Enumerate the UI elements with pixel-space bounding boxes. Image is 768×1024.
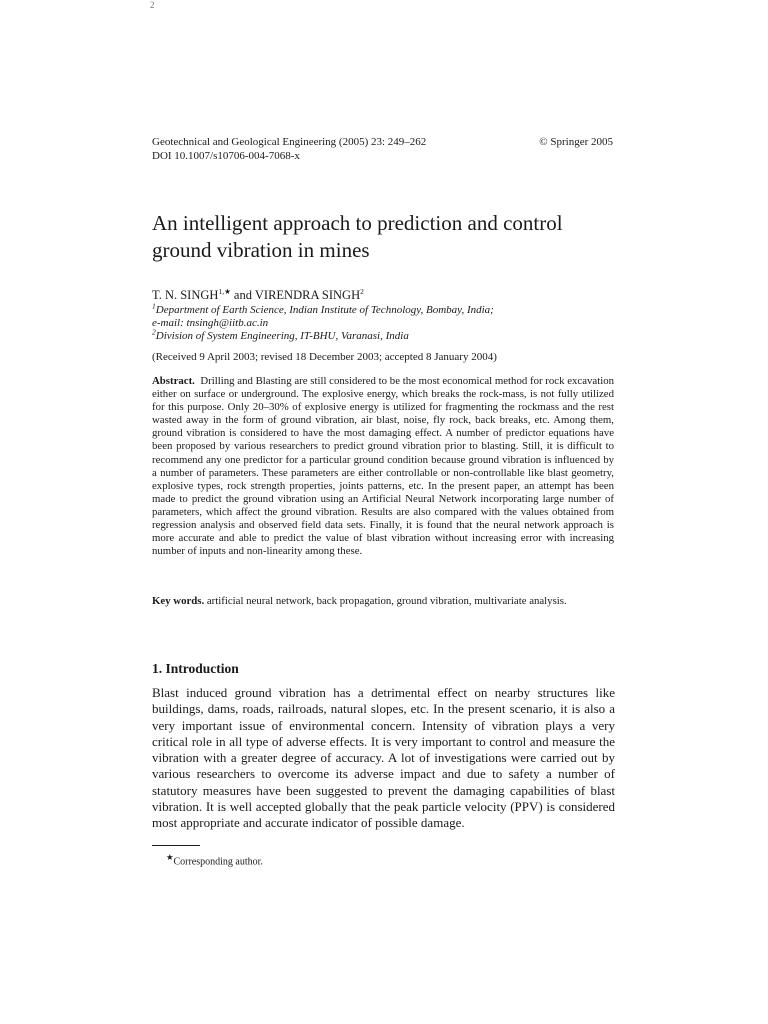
keywords <box>152 595 614 608</box>
page-number: 2 <box>150 0 155 10</box>
keywords-label: Key words. <box>152 595 205 607</box>
affiliation-2-text: Division of System Engineering, IT-BHU, Varanasi, India <box>155 330 409 342</box>
affiliation-1 <box>152 301 494 317</box>
author-1-superscript: 1,★ <box>218 286 231 296</box>
paper-title: An intelligent approach to prediction and control ground vibration in mines <box>152 211 563 262</box>
affiliation-2-superscript: 2 <box>152 327 156 337</box>
abstract-label: Abstract. <box>152 375 195 387</box>
section-heading-introduction: 1. Introduction <box>152 661 239 676</box>
affiliation-1-email: e-mail: tnsingh@iitb.ac.in <box>152 317 269 329</box>
journal-citation: Geotechnical and Geological Engineering (2005) 23: 249–262 <box>152 136 427 148</box>
author-1: T. N. SINGH <box>152 288 219 302</box>
journal-header <box>152 135 613 163</box>
author-line <box>152 288 364 303</box>
footnote-mark: ★ <box>166 853 174 862</box>
abstract-text: Drilling and Blasting are still considered to be the most economical method for rock excavation either on surface or underground. The explosive energy, which breaks the rock-mass, is not fully utilized for this purpose. Only 20–30% of explosive energy is utilized for fragmenting the rockmass and the rest wasted away in the form of ground vibration, air blast, noise, fly rock, back breaks, etc. Among them, ground vibration is considered to have the most damaging effect. A number of predictor equations have been proposed by various researchers to predict ground vibration prior to blasting. Still, it is difficult to recommend any one predictor for a particular ground condition because ground vibration is influenced by a number of parameters. These parameters are either controllable or non-controllable like blast geometry, explosive types, rock strength properties, joints patterns, etc. In the present paper, an attempt has been made to predict the ground vibration using an Artificial Neural Network incorporating large number of parameters, which affect the ground vibration. Results are also compared with the values obtained from regression analysis and observed field data sets. Finally, it is found that the neural network approach is more accurate and able to predict the value of blast vibration without increasing error with increasing number of inputs and non-linearity among these. <box>152 375 614 558</box>
received-dates: (Received 9 April 2003; revised 18 December 2003; accepted 8 January 2004) <box>152 351 497 363</box>
author-2: VIRENDRA SINGH <box>254 288 361 302</box>
footnote-text: Corresponding author. <box>173 856 263 868</box>
copyright: © Springer 2005 <box>539 136 613 148</box>
abstract <box>152 375 614 558</box>
affiliation-1-text: Department of Earth Science, Indian Institute of Technology, Bombay, India; <box>155 304 494 316</box>
introduction-paragraph: Blast induced ground vibration has a detrimental effect on nearby structures like buildings, dams, roads, railroads, natural slopes, etc. In the present scenario, it is also a very important issue of environmental concern. Intensity of vibration plays a very critical role in all type of adverse effects. It is very important to control and measure the vibration with a greater degree of accuracy. A lot of investigations were carried out by various researchers to overcome its adverse impact and due to safety a number of statutory measures have been suggested to prevent the damaging capabilities of blast vibration. It is well accepted globally that the peak particle velocity (PPV) is considered most appropriate and accurate indicator of possible damage. <box>152 685 615 831</box>
keywords-text: artificial neural network, back propagation, ground vibration, multivariate analysis. <box>206 595 567 607</box>
author-and: and <box>233 288 252 302</box>
footnote-divider <box>152 845 200 846</box>
affiliation-2 <box>152 327 409 343</box>
doi: DOI 10.1007/s10706-004-7068-x <box>152 150 300 162</box>
author-2-superscript: 2 <box>360 286 364 296</box>
footnote <box>166 852 263 868</box>
affiliation-1-superscript: 1 <box>152 301 156 311</box>
